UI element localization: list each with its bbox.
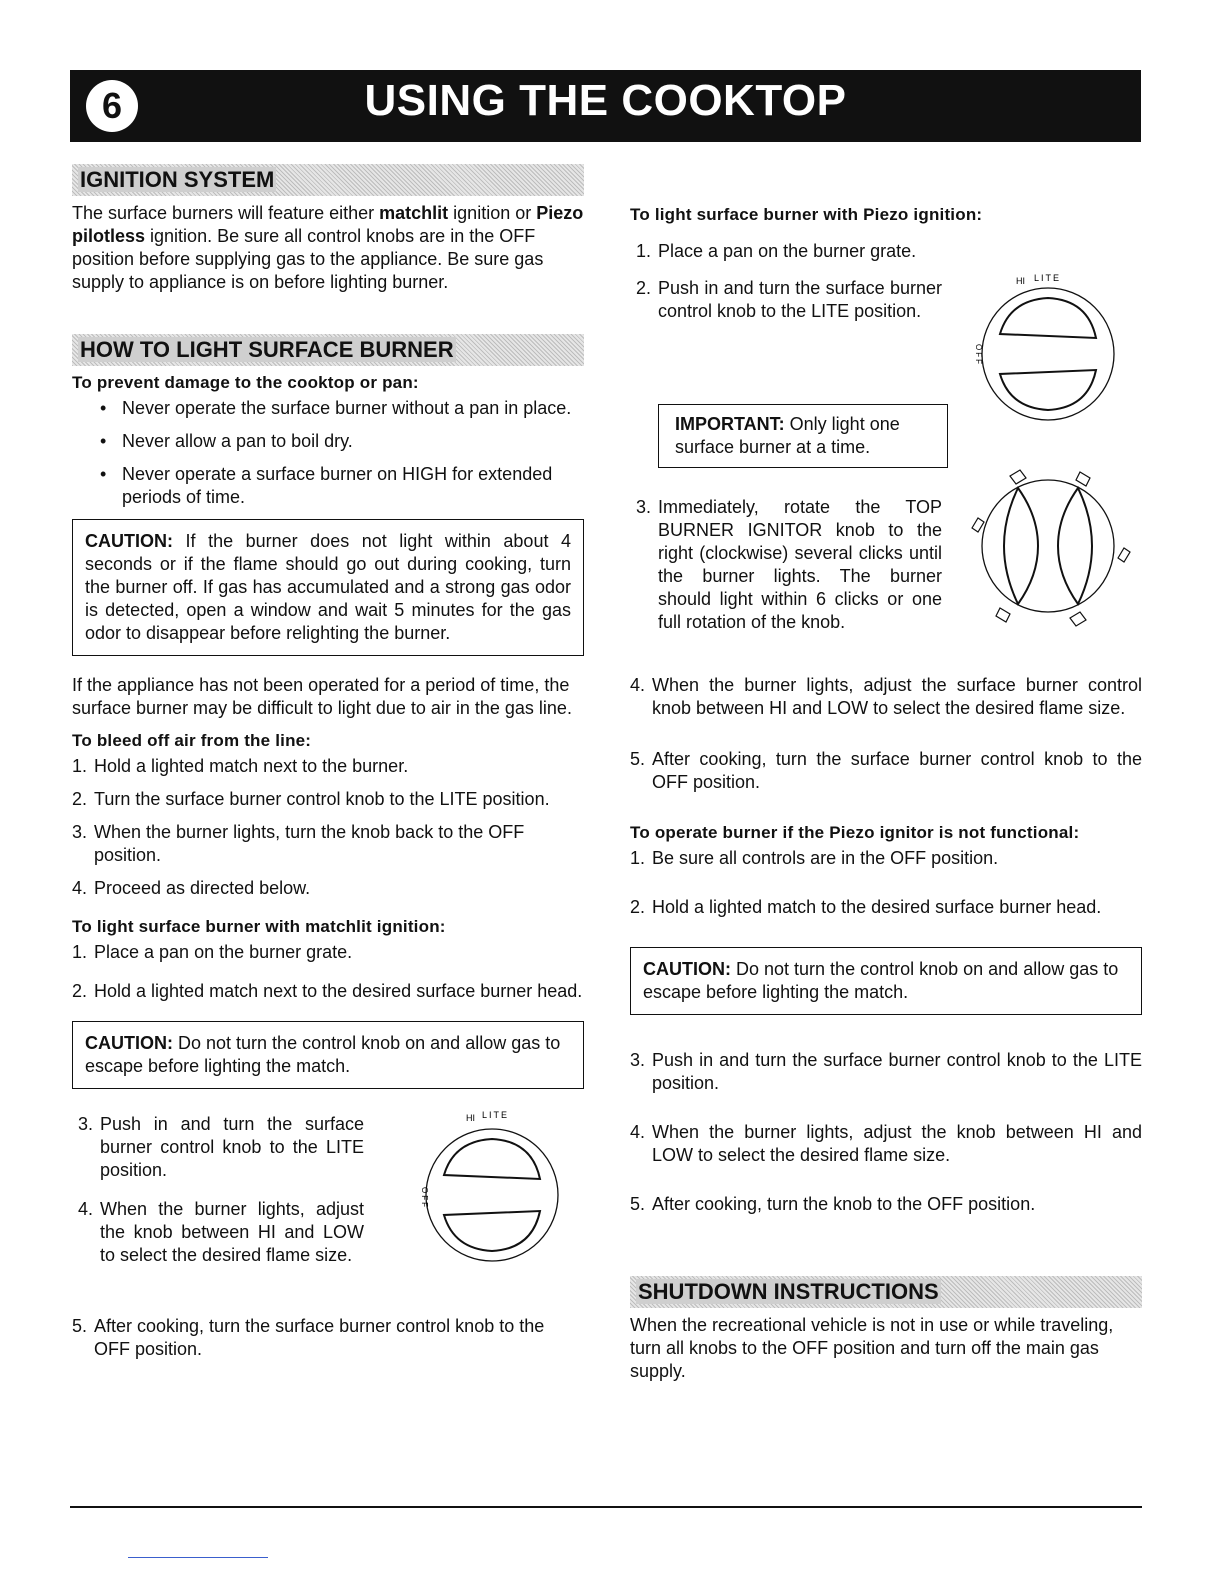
list-item: 5. After cooking, turn the knob to the OFF position. (630, 1194, 1036, 1214)
page-header (70, 70, 1141, 142)
knob-hi-label: HI (1016, 276, 1025, 286)
important-box: IMPORTANT: Only light one surface burner at a time. (658, 404, 948, 468)
how-to-light-heading: HOW TO LIGHT SURFACE BURNER (72, 334, 584, 366)
footer-rule (70, 1506, 1142, 1508)
matchlit-step-5 (72, 1315, 584, 1361)
matchlit-knob-section (72, 1110, 584, 1303)
footer-link-underline (128, 1557, 268, 1558)
list-item: 2. Push in and turn the surface burner control knob to the LITE position. (636, 278, 942, 321)
right-column (630, 164, 1142, 1383)
prevent-damage-list (72, 397, 584, 509)
list-item: 2. Hold a lighted match to the desired surface burner head. (630, 897, 1102, 917)
list-item: 1. Hold a lighted match next to the burner. (72, 756, 409, 776)
shutdown-heading: SHUTDOWN INSTRUCTIONS (630, 1276, 1142, 1308)
left-column (72, 164, 584, 1361)
list-item: 3. Push in and turn the surface burner control knob to the LITE position. (630, 1050, 1142, 1093)
caution-box: CAUTION: If the burner does not light within about 4 seconds or if the flame should go out during cooking, turn the burner off. If gas has accumulated and a strong gas odor is detected, open a window and wait 5 minutes for the gas odor to disappear before relighting the burner. (72, 519, 584, 656)
prevent-damage-title: To prevent damage to the cooktop or pan: (72, 373, 419, 392)
piezo-step-3 (636, 496, 942, 634)
bleed-air-steps (72, 755, 584, 900)
list-item: 3. When the burner lights, turn the knob back to the OFF position. (72, 822, 525, 865)
list-item: • Never operate a surface burner on HIGH for extended periods of time. (100, 463, 584, 509)
bleed-air-title: To bleed off air from the line: (72, 731, 312, 750)
list-item: 1. Place a pan on the burner grate. (72, 942, 353, 962)
piezo-title: To light surface burner with Piezo ignition: (630, 205, 983, 224)
list-item: 1. Be sure all controls are in the OFF position. (630, 848, 999, 868)
ignition-paragraph: The surface burners will feature either matchlit ignition or Piezo pilotless ignition. Be sure all control knobs are in the OFF position before supplying gas to the appliance. Be sure gas supply to appliance is on before lighting burner. (72, 203, 584, 292)
knob-lite-label: LITE (482, 1110, 510, 1120)
section-number-badge: 6 (86, 80, 138, 132)
ignitor-knob-diagram (960, 458, 1136, 628)
list-item: 3. Immediately, rotate the TOP BURNER IGNITOR knob to the right (clockwise) several clicks until the burner lights. The burner should light within 6 clicks or one full rotation of the knob. (636, 497, 942, 632)
knob-off-label: OFF (420, 1187, 429, 1209)
matchlit-steps-a (72, 941, 584, 1003)
page-title: USING THE COOKTOP (364, 76, 847, 125)
not-functional-caution-box: CAUTION: Do not turn the control knob on and allow gas to escape before lighting the match. (630, 947, 1142, 1015)
piezo-steps-a (636, 240, 942, 323)
list-item: • Never allow a pan to boil dry. (100, 430, 584, 453)
list-item: 4. When the burner lights, adjust the surface burner control knob between HI and LOW to select the desired flame size. (630, 675, 1142, 718)
list-item: 4. When the burner lights, adjust the knob between HI and LOW to select the desired flame size. (78, 1199, 364, 1265)
piezo-steps-b (630, 674, 1142, 794)
piezo-knob-section (630, 234, 1142, 634)
list-item: 1. Place a pan on the burner grate. (636, 241, 917, 261)
list-item: 5. After cooking, turn the surface burner control knob to the OFF position. (630, 749, 1142, 792)
knob-hi-label: HI (466, 1113, 475, 1123)
burner-knob-diagram (404, 1105, 564, 1275)
matchlit-caution-box: CAUTION: Do not turn the control knob on and allow gas to escape before lighting the match. (72, 1021, 584, 1089)
list-item: 5. After cooking, turn the surface burner control knob to the OFF position. (72, 1316, 545, 1359)
list-item: 2. Hold a lighted match next to the desired surface burner head. (72, 981, 583, 1001)
list-item: • Never operate the surface burner without a pan in place. (100, 397, 584, 420)
surface-burner-knob-diagram (960, 264, 1120, 434)
list-item: 4. Proceed as directed below. (72, 878, 311, 898)
matchlit-steps-b (78, 1113, 364, 1267)
knob-lite-label: LITE (1034, 273, 1062, 283)
list-item: 4. When the burner lights, adjust the knob between HI and LOW to select the desired flame size. (630, 1122, 1142, 1165)
matchlit-title: To light surface burner with matchlit ignition: (72, 917, 446, 936)
air-in-line-paragraph: If the appliance has not been operated for a period of time, the surface burner may be difficult to light due to air in the gas line. (72, 675, 572, 718)
clockwise-arrow-icon (972, 470, 1130, 626)
shutdown-paragraph: When the recreational vehicle is not in use or while traveling, turn all knobs to the OFF position and turn off the main gas supply. (630, 1315, 1114, 1381)
not-functional-steps-a (630, 847, 1142, 919)
list-item: 2. Turn the surface burner control knob to the LITE position. (72, 789, 550, 809)
knob-off-label: OFF (974, 344, 983, 366)
ignition-system-heading: IGNITION SYSTEM (72, 164, 584, 196)
not-functional-title: To operate burner if the Piezo ignitor is not functional: (630, 823, 1080, 842)
list-item: 3. Push in and turn the surface burner control knob to the LITE position. (78, 1114, 364, 1180)
not-functional-steps-b (630, 1049, 1142, 1216)
